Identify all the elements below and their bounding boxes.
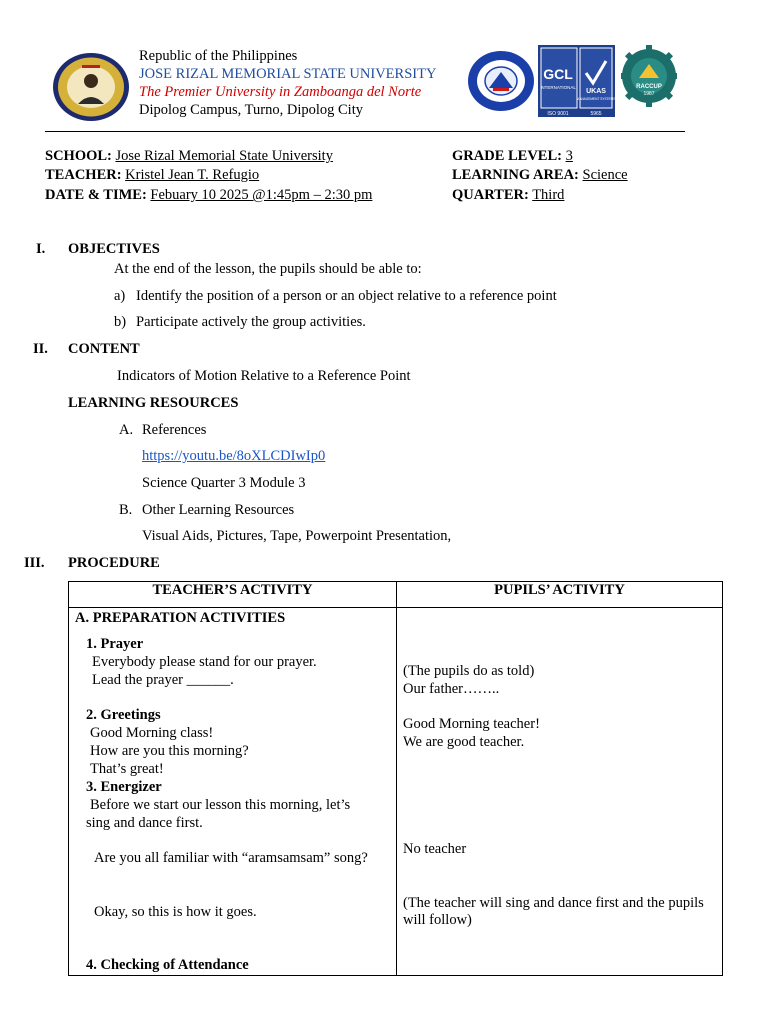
university-name: JOSE RIZAL MEMORIAL STATE UNIVERSITY bbox=[139, 66, 437, 82]
college-of-teacher-education-logo bbox=[467, 50, 535, 112]
pupils-energizer-answer: No teacher bbox=[403, 841, 467, 857]
learning-resources-title: LEARNING RESOURCES bbox=[68, 395, 239, 411]
preparation-activities-heading: A. PREPARATION ACTIVITIES bbox=[75, 610, 286, 626]
gcl-iso-certification-logo bbox=[538, 45, 615, 117]
school-value: Jose Rizal Memorial State University bbox=[115, 148, 333, 164]
learning-area-row bbox=[452, 167, 628, 184]
energizer-line-2: sing and dance first. bbox=[86, 815, 203, 831]
objectives-title: OBJECTIVES bbox=[68, 241, 160, 257]
datetime-row bbox=[45, 187, 372, 204]
pupils-greeting-line-1: Good Morning teacher! bbox=[403, 716, 540, 732]
republic-heading: Republic of the Philippines bbox=[139, 48, 298, 64]
content-title: CONTENT bbox=[68, 341, 140, 357]
greetings-line-2: How are you this morning? bbox=[90, 743, 249, 759]
teacher-value: Kristel Jean T. Refugio bbox=[125, 167, 260, 183]
references-title: References bbox=[142, 422, 207, 438]
other-resources-marker: B. bbox=[119, 502, 133, 518]
pupils-prayer-line-2: Our father…….. bbox=[403, 681, 500, 697]
svg-text:5965: 5965 bbox=[590, 111, 602, 117]
grade-row bbox=[452, 148, 573, 165]
learning-area-value: Science bbox=[582, 167, 628, 183]
pupils-activity-cell bbox=[397, 608, 723, 976]
greetings-line-1: Good Morning class! bbox=[90, 725, 214, 741]
grade-label: GRADE LEVEL: bbox=[452, 148, 562, 164]
objective-item-a: Identify the position of a person or an object relative to a reference point bbox=[136, 288, 557, 304]
teacher-activity-header: TEACHER’S ACTIVITY bbox=[69, 582, 397, 608]
university-tagline: The Premier University in Zamboanga del Norte bbox=[139, 84, 422, 100]
svg-text:UKAS: UKAS bbox=[586, 88, 606, 95]
svg-text:1987: 1987 bbox=[643, 91, 655, 97]
datetime-value: Febuary 10 2025 @1:45pm – 2:30 pm bbox=[150, 187, 373, 203]
energizer-heading: 3. Energizer bbox=[86, 779, 162, 795]
pupils-activity-header: PUPILS’ ACTIVITY bbox=[397, 582, 723, 608]
teacher-activity-cell bbox=[69, 608, 397, 976]
school-row bbox=[45, 148, 333, 165]
svg-text:RACCUP: RACCUP bbox=[636, 84, 662, 90]
university-seal-logo bbox=[52, 52, 130, 122]
raccup-logo bbox=[621, 42, 677, 114]
other-resources-title: Other Learning Resources bbox=[142, 502, 295, 518]
prayer-line-1: Everybody please stand for our prayer. bbox=[92, 654, 317, 670]
content-topic: Indicators of Motion Relative to a Reference Point bbox=[117, 368, 411, 384]
datetime-label: DATE & TIME: bbox=[45, 187, 147, 203]
objective-item-b: Participate actively the group activities. bbox=[136, 314, 366, 330]
greetings-heading: 2. Greetings bbox=[86, 707, 161, 723]
procedure-number: III. bbox=[24, 555, 45, 571]
quarter-value: Third bbox=[532, 187, 565, 203]
prayer-heading: 1. Prayer bbox=[86, 636, 144, 652]
reference-video-link[interactable]: https://youtu.be/8oXLCDIwIp0 bbox=[142, 448, 326, 464]
energizer-instruction: Okay, so this is how it goes. bbox=[94, 904, 257, 920]
other-resources-list: Visual Aids, Pictures, Tape, Powerpoint Presentation, bbox=[142, 528, 452, 544]
procedure-table-header bbox=[69, 582, 723, 608]
pupils-energizer-note: (The teacher will sing and dance first and the pupils will follow) bbox=[403, 895, 704, 928]
grade-value: 3 bbox=[565, 148, 573, 164]
references-marker: A. bbox=[119, 422, 134, 438]
procedure-table-row bbox=[69, 608, 723, 976]
prayer-line-2: Lead the prayer ______. bbox=[92, 672, 234, 688]
quarter-label: QUARTER: bbox=[452, 187, 529, 203]
objectives-number: I. bbox=[36, 241, 46, 257]
campus-address: Dipolog Campus, Turno, Dipolog City bbox=[139, 102, 363, 118]
attendance-heading: 4. Checking of Attendance bbox=[86, 957, 249, 973]
svg-text:MANAGEMENT SYSTEMS: MANAGEMENT SYSTEMS bbox=[576, 97, 615, 101]
objective-marker-a: a) bbox=[114, 288, 126, 304]
teacher-row bbox=[45, 167, 259, 184]
content-number: II. bbox=[33, 341, 48, 357]
procedure-title: PROCEDURE bbox=[68, 555, 160, 571]
pupils-greeting-line-2: We are good teacher. bbox=[403, 734, 525, 750]
svg-text:ISO 9001: ISO 9001 bbox=[547, 111, 569, 117]
svg-text:GCL: GCL bbox=[543, 66, 573, 82]
header-divider bbox=[45, 131, 685, 132]
teacher-label: TEACHER: bbox=[45, 167, 122, 183]
learning-area-label: LEARNING AREA: bbox=[452, 167, 579, 183]
objective-marker-b: b) bbox=[114, 314, 127, 330]
greetings-line-3: That’s great! bbox=[90, 761, 164, 777]
svg-text:INTERNATIONAL: INTERNATIONAL bbox=[540, 85, 576, 90]
energizer-question: Are you all familiar with “aramsamsam” song? bbox=[94, 850, 368, 866]
objectives-intro: At the end of the lesson, the pupils should be able to: bbox=[114, 261, 422, 277]
energizer-line-1: Before we start our lesson this morning, let’s bbox=[90, 797, 351, 813]
quarter-row bbox=[452, 187, 564, 204]
pupils-prayer-line-1: (The pupils do as told) bbox=[403, 663, 535, 679]
procedure-table bbox=[68, 581, 723, 976]
reference-module: Science Quarter 3 Module 3 bbox=[142, 475, 306, 491]
school-label: SCHOOL: bbox=[45, 148, 112, 164]
